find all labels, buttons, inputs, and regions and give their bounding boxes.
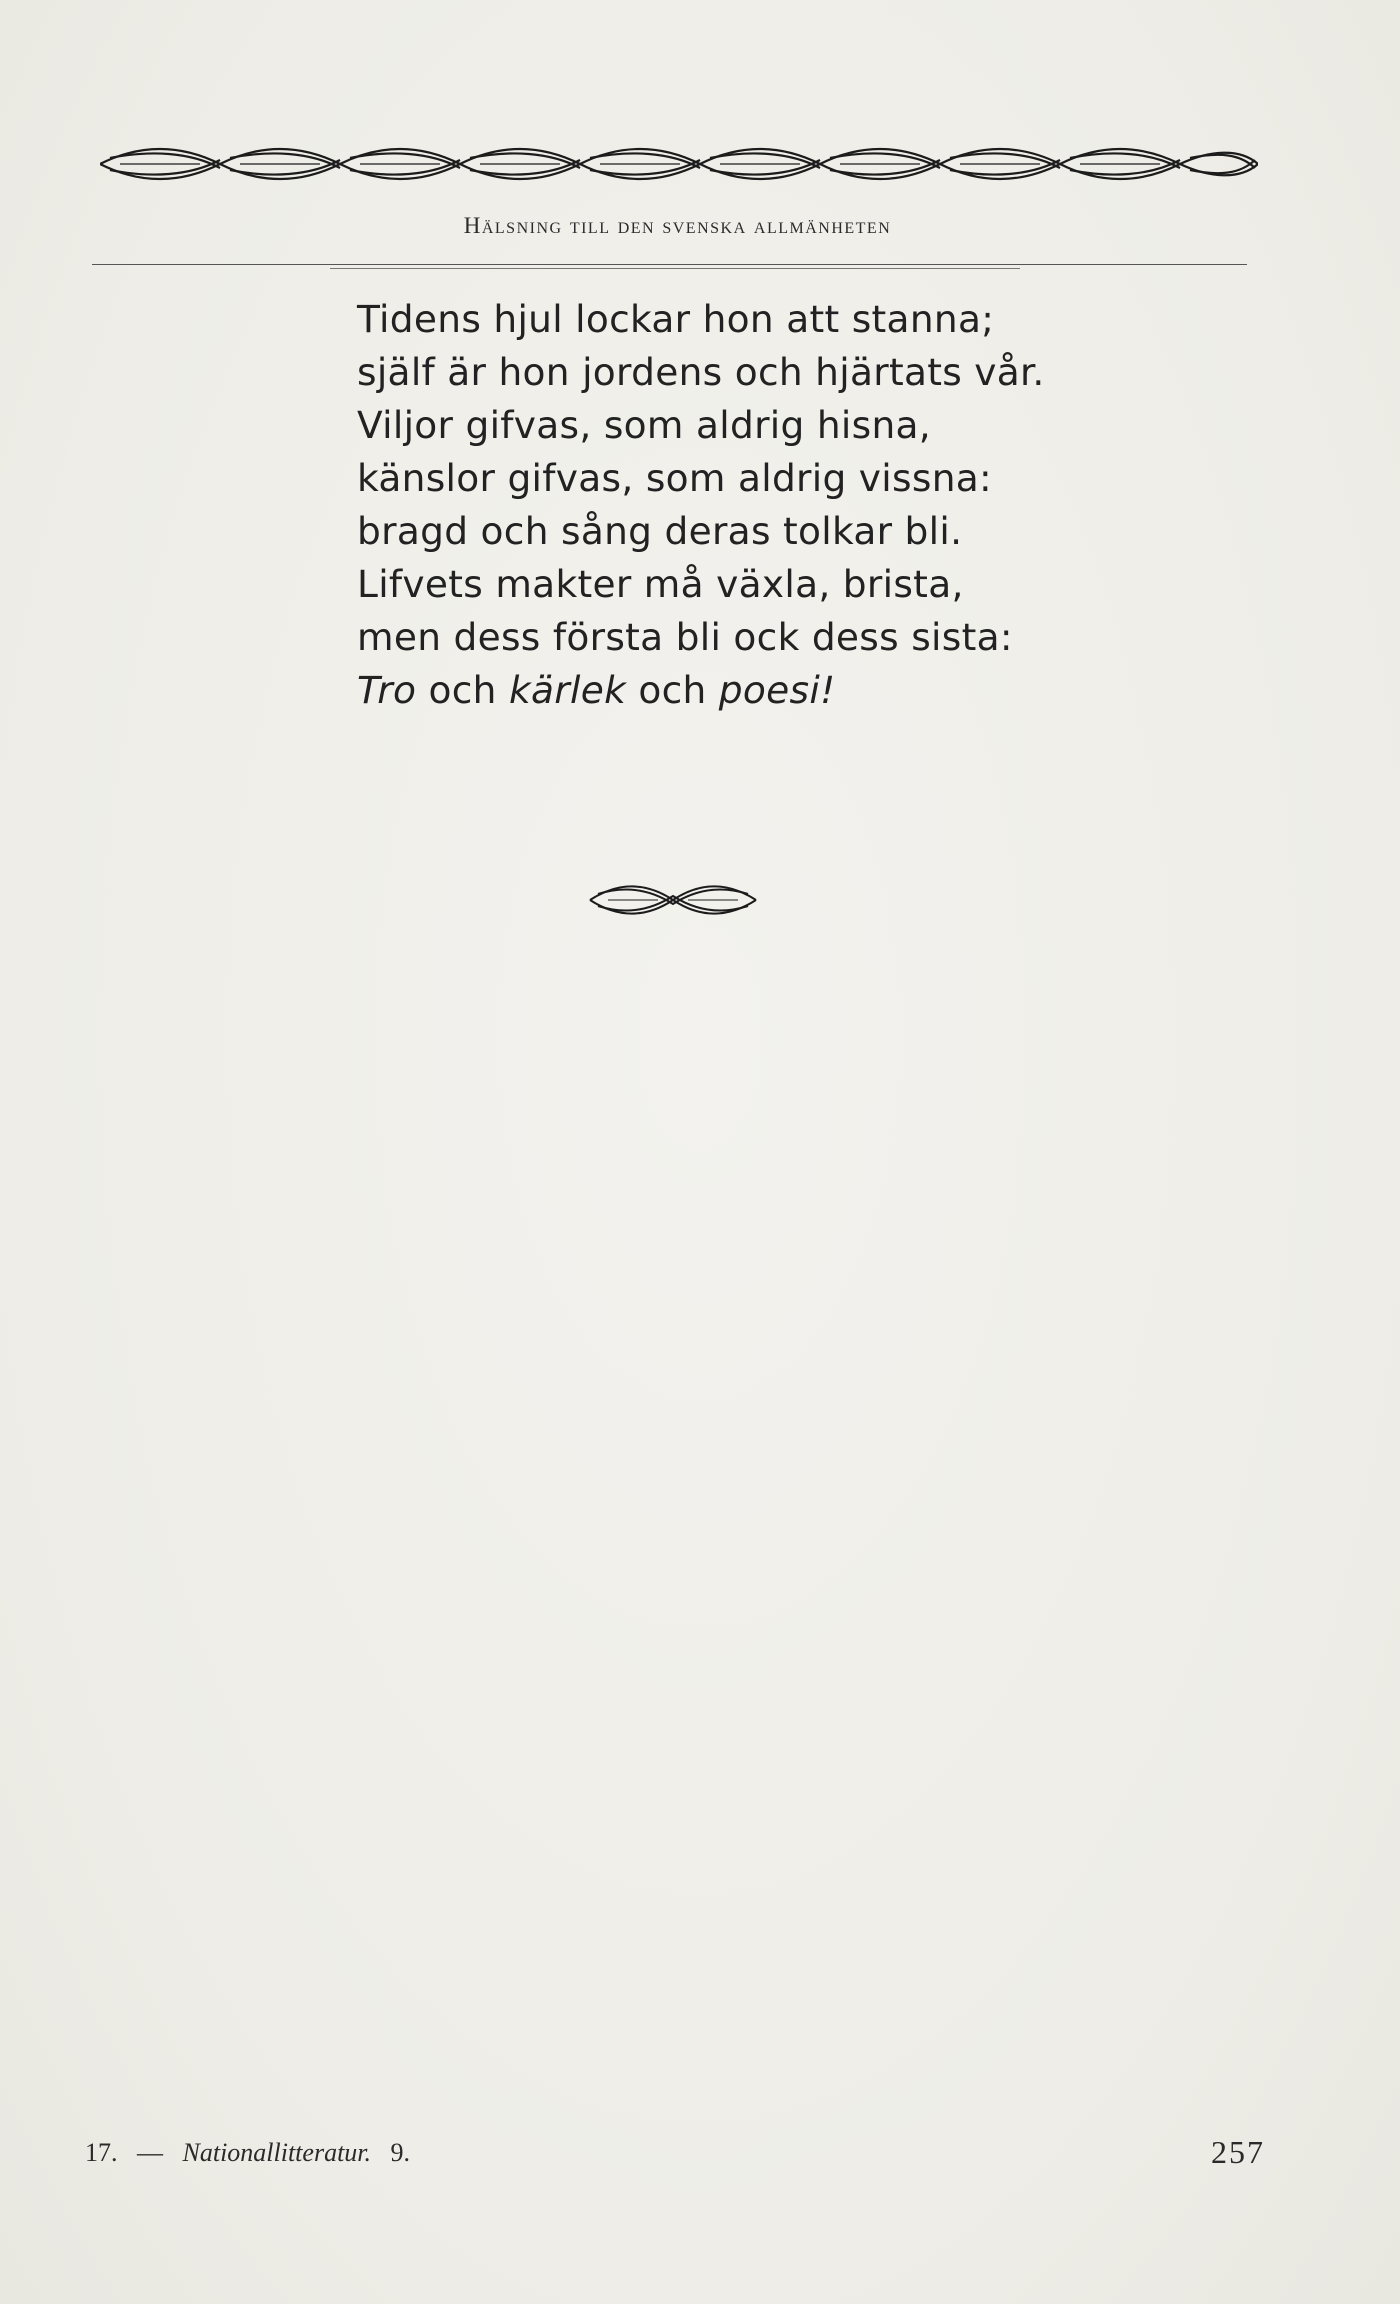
- running-head: Hälsning till den svenska allmänheten: [463, 213, 892, 238]
- italic-word: Tro: [357, 668, 417, 712]
- header-rule-inner: [330, 268, 1020, 269]
- poem-line: men dess första bli ock dess sista:: [357, 615, 1013, 659]
- poem-line: själf är hon jordens och hjärtats vår.: [357, 350, 1045, 394]
- word: och: [638, 668, 707, 712]
- poem-line: bragd och sång deras tolkar bli.: [357, 509, 963, 553]
- poem-line: känslor gifvas, som aldrig vissna:: [357, 456, 992, 500]
- signature-dash: —: [137, 2138, 163, 2167]
- signature-title: Nationallitteratur.: [182, 2138, 372, 2167]
- signature-mark: [85, 2138, 410, 2168]
- signature-volume: 9.: [390, 2138, 411, 2167]
- page-footer: [85, 2134, 1265, 2178]
- poem-line: Lifvets makter må växla, brista,: [357, 562, 964, 606]
- italic-word: kärlek: [508, 668, 627, 712]
- poem-last-line: [357, 664, 1217, 717]
- poem-line: Tidens hjul lockar hon att stanna;: [357, 297, 995, 341]
- word: och: [428, 668, 497, 712]
- page-number: 257: [1211, 2134, 1265, 2170]
- end-ornament-icon: [588, 878, 758, 922]
- signature-number: 17.: [85, 2138, 118, 2167]
- poem-stanza: [357, 293, 1217, 717]
- italic-word: poesi!: [718, 668, 836, 712]
- poem-line: Viljor gifvas, som aldrig hisna,: [357, 403, 932, 447]
- header-rule: [92, 264, 1247, 265]
- interlace-ornament-icon: [100, 140, 1258, 188]
